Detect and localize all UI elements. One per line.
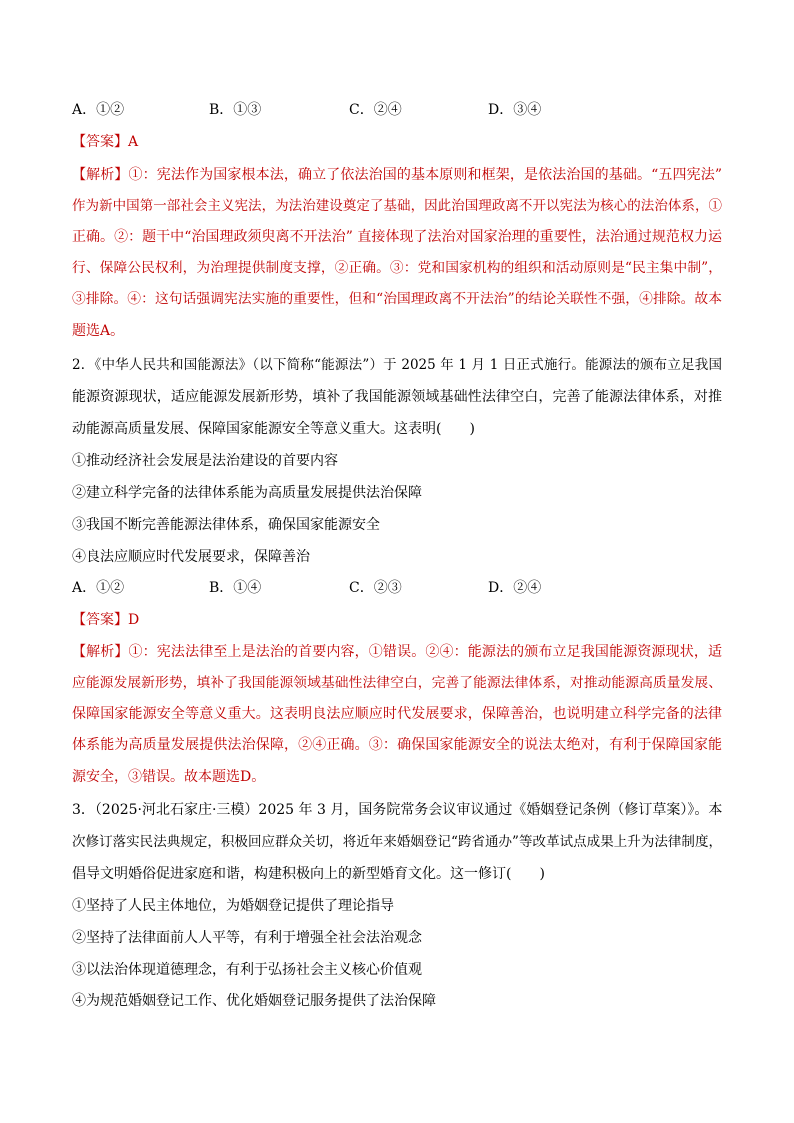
q2-option-a: A．①② — [72, 580, 125, 596]
q3-statement-1: ①坚持了人民主体地位，为婚姻登记提供了理论指导 — [72, 898, 394, 914]
q2-statement-2: ②建立科学完备的法律体系能为高质量发展提供法治保障 — [72, 485, 422, 501]
q2-analysis-line: 保障国家能源安全等意义重大。这表明良法应顺应时代发展要求，保障善治，也说明建立科学完备的法律 — [72, 706, 722, 722]
q2-statement-3: ③我国不断完善能源法律体系，确保国家能源安全 — [72, 517, 380, 533]
q1-analysis-line: 作为新中国第一部社会主义宪法，为法治建设奠定了基础，因此治国理政离不开以宪法为核心的法治体系，① — [72, 198, 722, 214]
q2-analysis-line: 体系能为高质量发展提供法治保障，②④正确。③：确保国家能源安全的说法太绝对，有利于保障国家能 — [72, 737, 722, 753]
q3-stem-line: 3．（2025·河北石家庄·三模）2025 年 3 月，国务院常务会议审议通过《婚姻登记条例（修订草案）》。本 — [72, 802, 723, 818]
q2-stem-line: 能源资源现状，适应能源发展新形势，填补了我国能源领域基础性法律空白，完善了能源法律体系，对推 — [72, 389, 722, 405]
q1-option-d: D．③④ — [488, 102, 542, 118]
q2-analysis-line: 源安全，③错误。故本题选D。 — [72, 769, 266, 785]
q1-analysis-line: 【解析】①：宪法作为国家根本法，确立了依法治国的基本原则和框架，是依法治国的基础。“五四宪法” — [72, 167, 722, 183]
q2-analysis-line: 应能源发展新形势，填补了我国能源领域基础性法律空白，完善了能源法律体系，对推动能源高质量发展、 — [72, 675, 722, 691]
q1-option-c: C．②④ — [349, 102, 402, 118]
q2-analysis-line: 【解析】①：宪法法律至上是法治的首要内容，①错误。②④：能源法的颁布立足我国能源资源现状，适 — [72, 644, 722, 660]
q2-stem-line: 2．《中华人民共和国能源法》（以下简称“能源法”）于 2025 年 1 月 1 日正式施行。能源法的颁布立足我国 — [72, 357, 722, 373]
q1-option-b: B．①③ — [209, 102, 262, 118]
q2-option-b: B．①④ — [209, 580, 262, 596]
q3-statement-4: ④为规范婚姻登记工作、优化婚姻登记服务提供了法治保障 — [72, 993, 436, 1009]
q2-statement-1: ①推动经济社会发展是法治建设的首要内容 — [72, 453, 338, 469]
q3-statement-2: ②坚持了法律面前人人平等，有利于增强全社会法治观念 — [72, 930, 422, 946]
q1-analysis-line: 行、保障公民权利，为治理提供制度支撑，②正确。③：党和国家机构的组织和活动原则是“民主集中制”， — [72, 260, 722, 276]
q1-options — [72, 100, 722, 120]
q1-analysis-line: ③排除。④：这句话强调宪法实施的重要性，但和“治国理政离不开法治”的结论关联性不强，④排除。故本 — [72, 291, 722, 307]
q2-options — [72, 578, 722, 598]
q2-statement-4: ④良法应顺应时代发展要求，保障善治 — [72, 549, 310, 565]
q3-stem-line: 倡导文明婚俗促进家庭和谐，构建积极向上的新型婚育文化。这一修订( ) — [72, 866, 545, 882]
q1-analysis-line: 正确。②：题干中“治国理政须臾离不开法治” 直接体现了法治对国家治理的重要性，法治通过规范权力运 — [72, 229, 722, 245]
q2-answer: 【答案】D — [72, 612, 140, 628]
q1-option-a: A．①② — [72, 102, 125, 118]
q1-analysis-line: 题选A。 — [72, 323, 125, 339]
q2-option-d: D．②④ — [488, 580, 542, 596]
q1-answer: 【答案】A — [72, 134, 139, 150]
q2-option-c: C．②③ — [349, 580, 402, 596]
q3-stem-line: 次修订落实民法典规定，积极回应群众关切，将近年来婚姻登记“跨省通办”等改革试点成果上升为法律制度， — [72, 834, 722, 850]
q3-statement-3: ③以法治体现道德理念，有利于弘扬社会主义核心价值观 — [72, 962, 422, 978]
q2-stem-line: 动能源高质量发展、保障国家能源安全等意义重大。这表明( ) — [72, 421, 475, 437]
